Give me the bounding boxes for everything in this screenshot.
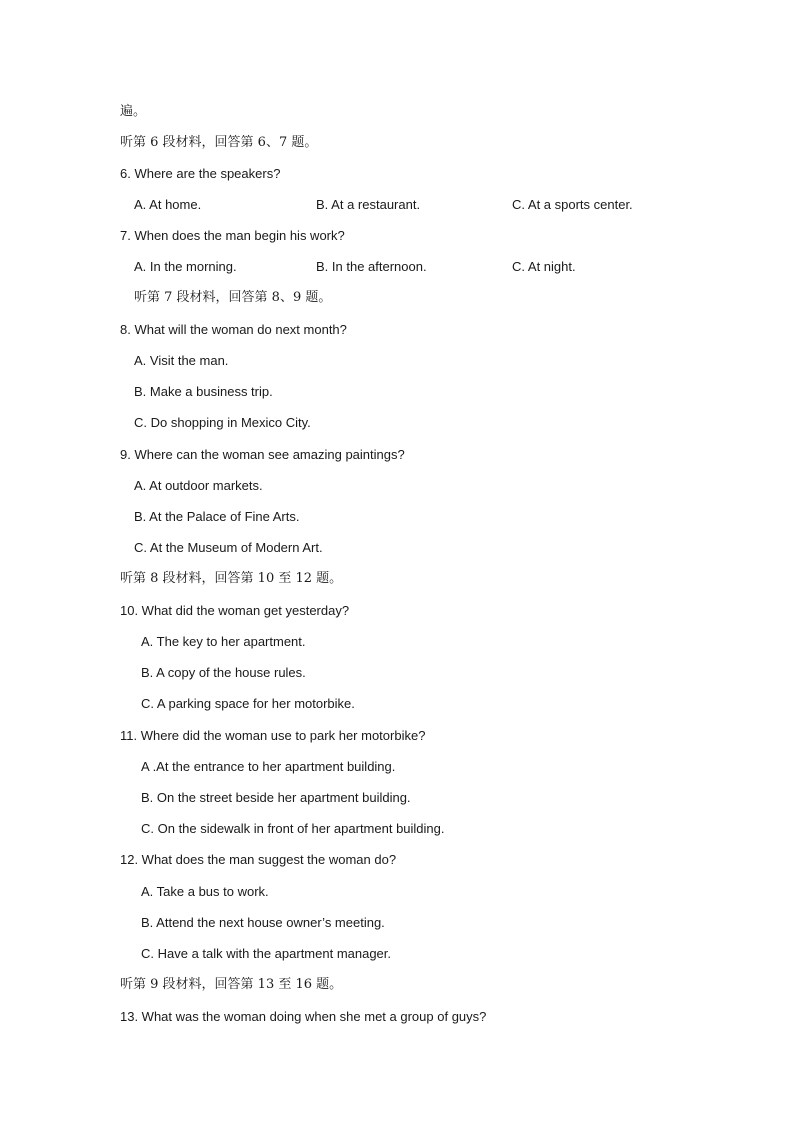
question-7-option-b: B. In the afternoon. xyxy=(316,259,427,274)
continued-text-fragment: 遍。 xyxy=(120,104,147,119)
question-6-option-a: A. At home. xyxy=(134,197,202,212)
question-11-option-b: B. On the street beside her apartment building. xyxy=(141,790,411,805)
question-6-stem: 6. Where are the speakers? xyxy=(120,166,281,181)
question-11-option-c: C. On the sidewalk in front of her apartment building. xyxy=(141,821,445,836)
question-8-option-a: A. Visit the man. xyxy=(134,353,229,368)
question-10-option-b: B. A copy of the house rules. xyxy=(141,665,306,680)
question-10-option-c: C. A parking space for her motorbike. xyxy=(141,696,355,711)
question-7-stem: 7. When does the man begin his work? xyxy=(120,228,345,243)
section-instruction-8: 听第 8 段材料，回答第 10 至 12 题。 xyxy=(120,571,343,586)
question-9-option-b: B. At the Palace of Fine Arts. xyxy=(134,509,300,524)
question-10-option-a: A. The key to her apartment. xyxy=(141,634,306,649)
question-6-option-c: C. At a sports center. xyxy=(512,197,633,212)
section-instruction-6: 听第 6 段材料，回答第 6、7 题。 xyxy=(120,135,318,150)
question-9-stem: 9. Where can the woman see amazing paintings? xyxy=(120,447,405,462)
question-12-stem: 12. What does the man suggest the woman do? xyxy=(120,852,397,867)
question-6-option-b: B. At a restaurant. xyxy=(316,197,421,212)
question-8-option-b: B. Make a business trip. xyxy=(134,384,273,399)
question-11-stem: 11. Where did the woman use to park her motorbike? xyxy=(120,728,426,743)
question-12-option-c: C. Have a talk with the apartment manager. xyxy=(141,946,392,961)
section-instruction-7: 听第 7 段材料，回答第 8、9 题。 xyxy=(134,290,332,305)
question-8-option-c: C. Do shopping in Mexico City. xyxy=(134,415,311,430)
section-instruction-9: 听第 9 段材料，回答第 13 至 16 题。 xyxy=(120,977,343,992)
question-8-stem: 8. What will the woman do next month? xyxy=(120,322,347,337)
question-13-stem: 13. What was the woman doing when she met a group of guys? xyxy=(120,1009,487,1024)
question-10-stem: 10. What did the woman get yesterday? xyxy=(120,603,350,618)
question-7-option-c: C. At night. xyxy=(512,259,576,274)
question-12-option-b: B. Attend the next house owner’s meeting. xyxy=(141,915,385,930)
question-9-option-a: A. At outdoor markets. xyxy=(134,478,263,493)
question-12-option-a: A. Take a bus to work. xyxy=(141,884,269,899)
question-11-option-a: A .At the entrance to her apartment building. xyxy=(141,759,396,774)
question-9-option-c: C. At the Museum of Modern Art. xyxy=(134,540,323,555)
question-7-option-a: A. In the morning. xyxy=(134,259,237,274)
